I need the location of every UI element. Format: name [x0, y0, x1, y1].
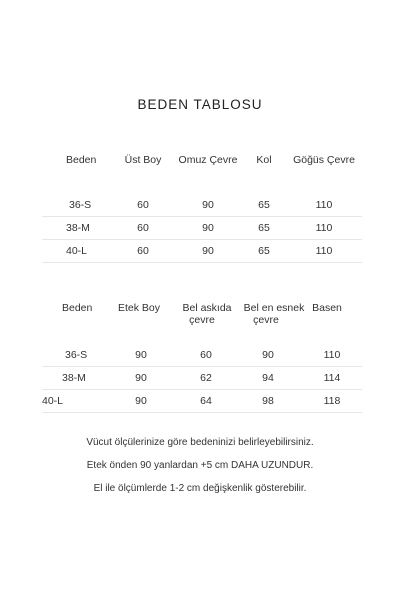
table-row	[42, 194, 362, 217]
cell-value: 90	[202, 222, 214, 234]
cell-value: 90	[135, 349, 147, 361]
cell-size: 36-S	[69, 199, 92, 211]
header-beden: Beden	[62, 302, 93, 314]
cell-value: 114	[323, 372, 341, 384]
header-bel-en-esnek-line1: Bel en esnek	[243, 302, 305, 314]
header-bel-askida-line1: Bel askıda	[182, 302, 232, 314]
size-table-top	[42, 154, 362, 263]
cell-value: 60	[137, 222, 149, 234]
page-title: BEDEN TABLOSU	[137, 97, 263, 112]
header-etek-boy: Etek Boy	[117, 302, 161, 314]
table-header	[42, 154, 362, 174]
table-row	[42, 240, 362, 263]
cell-size: 40-L	[66, 245, 88, 257]
cell-value: 110	[323, 349, 341, 361]
table-header	[42, 300, 362, 326]
cell-size: 38-M	[66, 222, 90, 234]
cell-size: 40-L	[42, 395, 64, 407]
cell-value: 94	[262, 372, 274, 384]
cell-value: 90	[262, 349, 274, 361]
cell-size: 38-M	[62, 372, 86, 384]
cell-value: 90	[202, 199, 214, 211]
cell-value: 62	[200, 372, 212, 384]
header-kol: Kol	[256, 154, 272, 166]
header-basen: Basen	[312, 302, 342, 314]
cell-value: 65	[258, 245, 270, 257]
table-row	[42, 390, 362, 413]
cell-size: 36-S	[65, 349, 88, 361]
cell-value: 110	[315, 222, 333, 234]
note-line: El ile ölçümlerde 1-2 cm değişkenlik gösterebilir.	[93, 483, 307, 494]
cell-value: 60	[137, 199, 149, 211]
note-line: Etek önden 90 yanlardan +5 cm DAHA UZUNDUR.	[86, 460, 314, 471]
cell-value: 65	[258, 222, 270, 234]
table-row	[42, 367, 362, 390]
header-ust-boy: Üst Boy	[124, 154, 162, 166]
size-notes	[0, 437, 400, 506]
header-beden: Beden	[66, 154, 97, 166]
header-gogus-cevre: Göğüs Çevre	[293, 154, 355, 166]
cell-value: 118	[323, 395, 341, 407]
cell-value: 98	[262, 395, 274, 407]
table-row	[42, 344, 362, 367]
cell-value: 64	[200, 395, 212, 407]
cell-value: 90	[135, 372, 147, 384]
table-row	[42, 217, 362, 240]
cell-value: 60	[137, 245, 149, 257]
note-line: Vücut ölçülerinize göre bedeninizi belirleyebilirsiniz.	[86, 437, 314, 448]
cell-value: 90	[202, 245, 214, 257]
size-table-bottom	[42, 300, 362, 413]
cell-value: 65	[258, 199, 270, 211]
header-bel-askida-line2: çevre	[189, 314, 215, 326]
cell-value: 110	[315, 245, 333, 257]
cell-value: 110	[315, 199, 333, 211]
header-bel-en-esnek-line2: çevre	[253, 314, 279, 326]
cell-value: 90	[135, 395, 147, 407]
cell-value: 60	[200, 349, 212, 361]
header-omuz-cevre: Omuz Çevre	[178, 154, 238, 166]
